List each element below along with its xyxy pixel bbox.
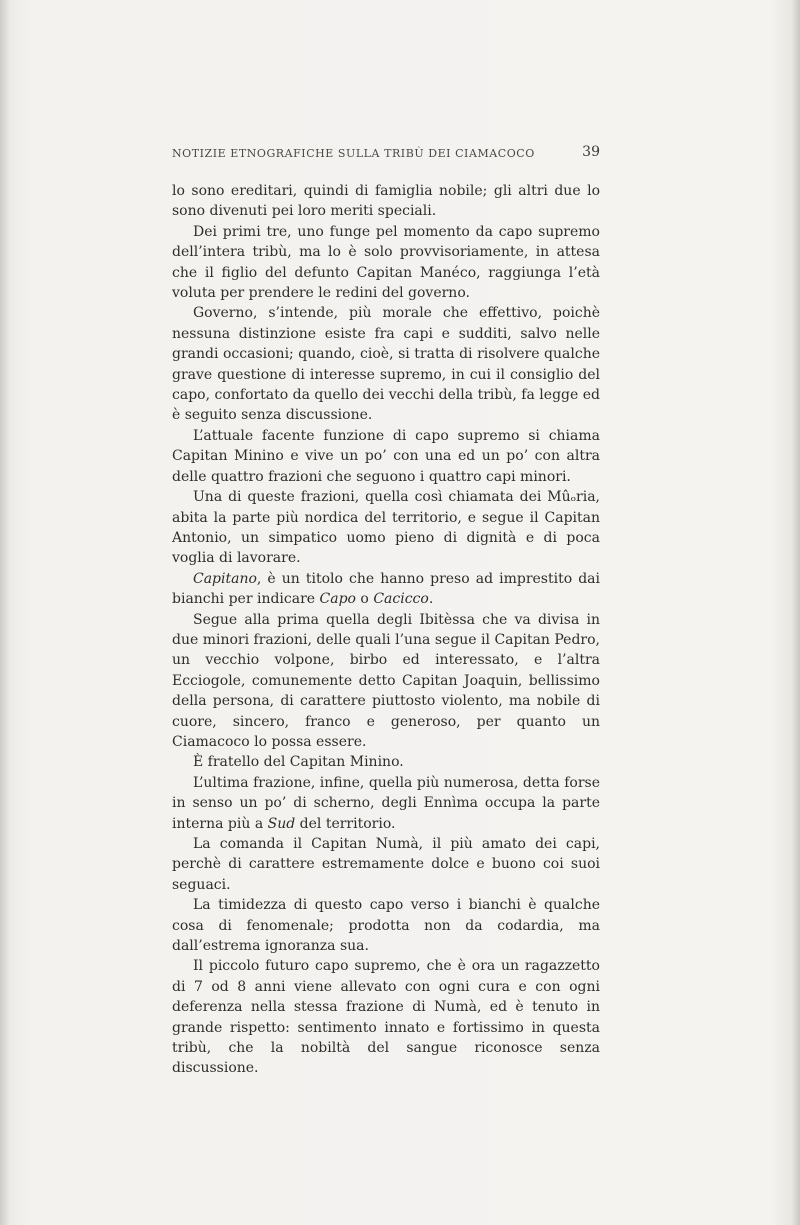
paragraph-6-text-b: o (355, 591, 374, 608)
italic-term-cacicco: Cacicco (373, 591, 429, 608)
paragraph-10: La comanda il Capitan Numà, il più amato dei capi, perchè di carattere estremamente dolce e buono coi suoi seguaci. (172, 836, 600, 893)
paragraph-12: Il piccolo futuro capo supremo, che è ora un ragazzetto di 7 od 8 anni viene allevato con ogni cura e con ogni deferenza nella stessa frazione di Numà, ed è tenuto in grande rispetto: sentimento innato e fortissimo in questa tribù, che la nobiltà del sangue riconosce senza discussione. (172, 958, 600, 1077)
paragraph-9-text-b: del territorio. (295, 815, 396, 832)
paragraph-2: Dei primi tre, uno funge pel momento da capo supremo dell’intera tribù, ma lo è solo provvisoriamente, in attesa che il figlio del defunto Capitan Manéco, raggiunga l’età voluta per prendere le redini del governo. (172, 223, 600, 302)
page-header (172, 144, 600, 166)
paragraph-6 (172, 569, 600, 610)
paragraph-9-text-a: L’ultima frazione, infine, quella più numerosa, detta forse in senso un po’ di scherno, degli Ennìma occupa la parte interna più a (172, 774, 600, 832)
page-right-edge-shadow (792, 0, 800, 1225)
paragraph-4: L’attuale facente funzione di capo supremo si chiama Capitan Minino e vive un po’ con una ed un po’ con altra delle quattro frazioni che seguono i quattro capi minori. (172, 427, 600, 485)
paragraph-9 (172, 773, 600, 834)
page-left-edge-shadow (0, 0, 10, 1225)
paragraph-7: Segue alla prima quella degli Ibitèssa che va divisa in due minori frazioni, delle quali l’una segue il Capitan Pedro, un vecchio volpone, birbo ed interessato, e l’altra Ecciogole, comunemente detto Capitan Joaquin, bellissimo della persona, di carattere piuttosto violento, ma nobile di cuore, sincero, franco e generoso, per quanto un Ciamacoco lo possa essere. (172, 611, 600, 750)
body-text (172, 181, 600, 1079)
paragraph-8: È fratello del Capitan Minino. (193, 754, 404, 771)
paragraph-11: La timidezza di questo capo verso i bianchi è qualche cosa di fenomenale; prodotta non da codardia, ma dall’estrema ignoranza sua. (172, 897, 600, 955)
italic-term-capitano: Capitano (193, 570, 257, 587)
page-number: 39 (582, 144, 600, 160)
italic-term-capo: Capo (319, 591, 356, 608)
paragraph-3: Governo, s’intende, più morale che effettivo, poichè nessuna distinzione esiste fra capi e sudditi, salvo nelle grandi occasioni; quando, cioè, si tratta di risolvere qualche grave questione di interesse supremo, in cui il consiglio del capo, confortato da quello dei vecchi della tribù, fa legge ed è seguito senza discussione. (172, 305, 600, 424)
paragraph-1: lo sono ereditari, quindi di famiglia nobile; gli altri due lo sono divenuti pei loro meriti speciali. (172, 183, 600, 220)
paragraph-5: Una di queste frazioni, quella così chiamata dei Mûₒria, abita la parte più nordica del territorio, e segue il Capitan Antonio, un simpatico uomo pieno di dignità e di poca voglia di lavorare. (172, 489, 600, 567)
italic-term-sud: Sud (267, 815, 296, 832)
paragraph-6-text-a: , è un titolo che hanno preso ad imprestito dai bianchi per indicare (172, 570, 600, 608)
running-title: NOTIZIE ETNOGRAFICHE SULLA TRIBÙ DEI CIAMACOCO (172, 147, 535, 160)
paragraph-6-text-c: . (428, 591, 434, 608)
